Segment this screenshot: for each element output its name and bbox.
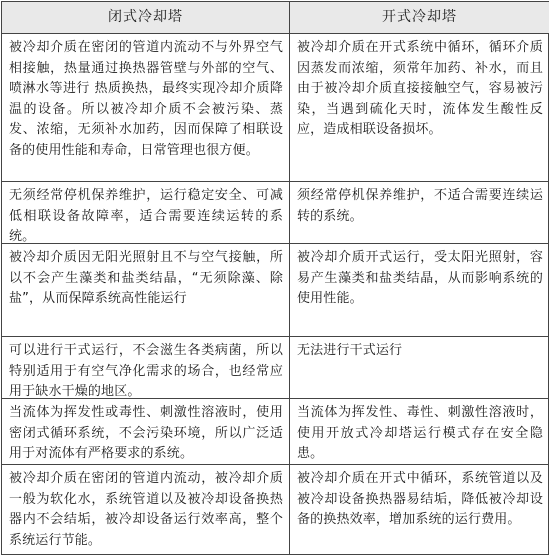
row3-closed-cell: 被冷却介质因无阳光照射且不与空气接触，所以不会产生藻类和盐类结晶，“无须除藻、除盐”，从而保障系统高性能运行 [2, 244, 290, 337]
row5-closed-cell: 当流体为挥发性或毒性、刺激性溶液时，使用密闭式循环系统，不会污染环境，所以广泛适用于对流体有严格要求的系统。 [2, 399, 290, 465]
comparison-table [1, 1, 549, 555]
header-open-tower: 开式冷却塔 [290, 2, 549, 34]
row5-open-cell: 当流体为挥发性、毒性、刺激性溶液时，使用开放式冷却塔运行模式存在安全隐患。 [290, 399, 549, 465]
row1-closed-cell: 被冷却介质在密闭的管道内流动不与外界空气相接触，热量通过换热器管壁与外部的空气、喷淋水等进行 热质换热，最终实现冷却介质降温的设备。所以被冷却介质不会被污染、蒸发、浓缩，无须补水加药，因而保障了相联设备的使用性能和寿命，日常管理也很方便。 [2, 34, 290, 182]
row3-open-cell: 被冷却介质开式运行，受太阳光照射，容易产生藻类和盐类结晶，从而影响系统的使用性能。 [290, 244, 549, 337]
header-closed-tower: 闭式冷却塔 [2, 2, 290, 34]
row1-open-cell: 被冷却介质在开式系统中循环，循环介质因蒸发而浓缩，须常年加药、补水，而且由于被冷却介质直接接触空气，容易被污染，当遇到硫化天时，流体发生酸性反应，造成相联设备损坏。 [290, 34, 549, 182]
row2-closed-cell: 无须经常停机保养维护，运行稳定安全、可减低相联设备故障率，适合需要连续运转的系统。 [2, 182, 290, 244]
row6-closed-cell: 被冷却介质在密闭的管道内流动，被冷却介质一般为软化水，系统管道以及被冷却设备换热器内不会结垢，被冷却设备运行效率高，整个系统运行节能。 [2, 465, 290, 554]
row4-closed-cell: 可以进行干式运行，不会滋生各类病菌，所以特别适用于有空气净化需求的场合，也经常应用于缺水干燥的地区。 [2, 337, 290, 399]
row6-open-cell: 被冷却介质在开式中循环，系统管道以及被冷却设备换热器易结垢，降低被冷却设备的换热效率，增加系统的运行费用。 [297, 471, 543, 527]
row4-open-cell: 无法进行干式运行 [290, 337, 549, 399]
row2-open-cell: 须经常停机保养维护，不适合需要连续运转的系统。 [290, 182, 549, 244]
